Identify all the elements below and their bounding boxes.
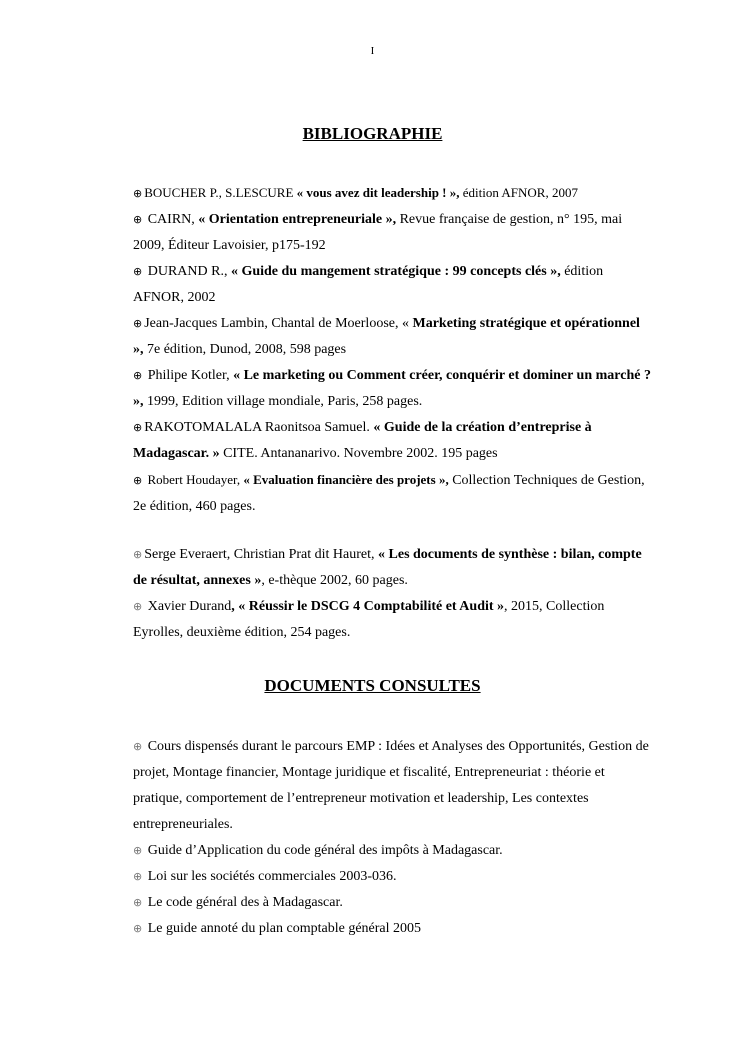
entry-details: édition AFNOR, 2007 [459,185,578,200]
document-text: Cours dispensés durant le parcours EMP : Idées et Analyses des Opportunités, Gestion de projet, Montage financier, Montage juridique et fiscalité, Entrepreneuriat : théorie et pratique, comportement de l’entrepreneur motivation et leadership, Les contextes entrepreneuriales. [133,739,649,832]
bibliography-list [133,180,653,520]
bibliography-entry [133,207,653,259]
bullet-icon: ⊕ [133,844,143,857]
bullet-icon: ⊕ [133,317,143,330]
entry-title: « Evaluation financière des projets », [243,472,449,487]
entry-title: « Le marketing ou Comment créer, conquérir et dominer un marché ? », [133,368,651,409]
bullet-icon: ⊕ [133,896,143,909]
bibliography-title: BIBLIOGRAPHIE [302,124,443,143]
entry-title: « vous avez dit leadership ! », [296,185,460,200]
documents-title: DOCUMENTS CONSULTES [264,676,481,695]
entry-author: Jean-Jacques Lambin, Chantal de Moerloose, « [144,316,413,331]
bullet-icon: ⊕ [133,265,143,278]
entry-details: Revue française de gestion, n° 195, mai 2009, Éditeur Lavoisier, p175-192 [133,212,623,253]
entry-details: 7e édition, Dunod, 2008, 598 pages [143,342,347,357]
entry-details: , e-thèque 2002, 60 pages. [261,573,408,588]
entry-author: Philipe Kotler, [144,368,234,383]
entry-details: CITE. Antananarivo. Novembre 2002. 195 pages [219,446,498,461]
entry-title: « Orientation entrepreneuriale », [198,212,397,227]
documents-item [133,838,653,864]
entry-title: « Les documents de synthèse : bilan, compte de résultat, annexes » [133,547,642,588]
entry-details: Collection Techniques de Gestion, 2e édition, 460 pages. [133,473,645,514]
entry-details: 1999, Edition village mondiale, Paris, 258 pages. [143,394,423,409]
bullet-icon: ⊕ [133,474,143,487]
entry-author: Robert Houdayer, [144,472,244,487]
entry-title: « Guide du mangement stratégique : 99 concepts clés », [230,264,561,279]
entry-author: BOUCHER P., S.LESCURE [144,185,297,200]
bibliography-list-continued [133,542,653,646]
page-number: I [370,45,375,57]
bullet-icon: ⊕ [133,548,143,561]
documents-item [133,734,653,838]
bullet-icon: ⊕ [133,187,143,200]
entry-author: RAKOTOMALALA Raonitsoa Samuel. [144,420,374,435]
entry-title: , « Réussir le DSCG 4 Comptabilité et Audit » [231,599,505,614]
documents-list [133,734,653,942]
document-text: Le code général des à Madagascar. [144,895,343,910]
bibliography-entry [133,415,653,467]
entry-author: DURAND R., [144,264,231,279]
document-text: Le guide annoté du plan comptable général 2005 [144,921,422,936]
bullet-icon: ⊕ [133,740,143,753]
bibliography-entry [133,594,653,646]
entry-details: , 2015, Collection Eyrolles, deuxième édition, 254 pages. [133,599,605,640]
bullet-icon: ⊕ [133,369,143,382]
bibliography-entry [133,259,653,311]
document-text: Loi sur les sociétés commerciales 2003-036. [144,869,397,884]
entry-title: « Guide de la création d’entreprise à Madagascar. » [133,420,592,461]
bullet-icon: ⊕ [133,922,143,935]
bibliography-entry [133,363,653,415]
entry-title: Marketing stratégique et opérationnel », [133,316,640,357]
bibliography-entry [133,311,653,363]
document-text: Guide d’Application du code général des impôts à Madagascar. [144,843,503,858]
entry-author: Xavier Durand [144,599,232,614]
documents-item [133,890,653,916]
entry-author: Serge Everaert, Christian Prat dit Hauret, [144,547,379,562]
entry-author: CAIRN, [144,212,199,227]
entry-details: édition AFNOR, 2002 [133,264,604,305]
bullet-icon: ⊕ [133,421,143,434]
bullet-icon: ⊕ [133,213,143,226]
documents-item [133,916,653,942]
documents-item [133,864,653,890]
bibliography-entry [133,467,653,520]
bullet-icon: ⊕ [133,870,143,883]
bullet-icon: ⊕ [133,600,143,613]
bibliography-entry [133,542,653,594]
bibliography-entry [133,180,653,207]
